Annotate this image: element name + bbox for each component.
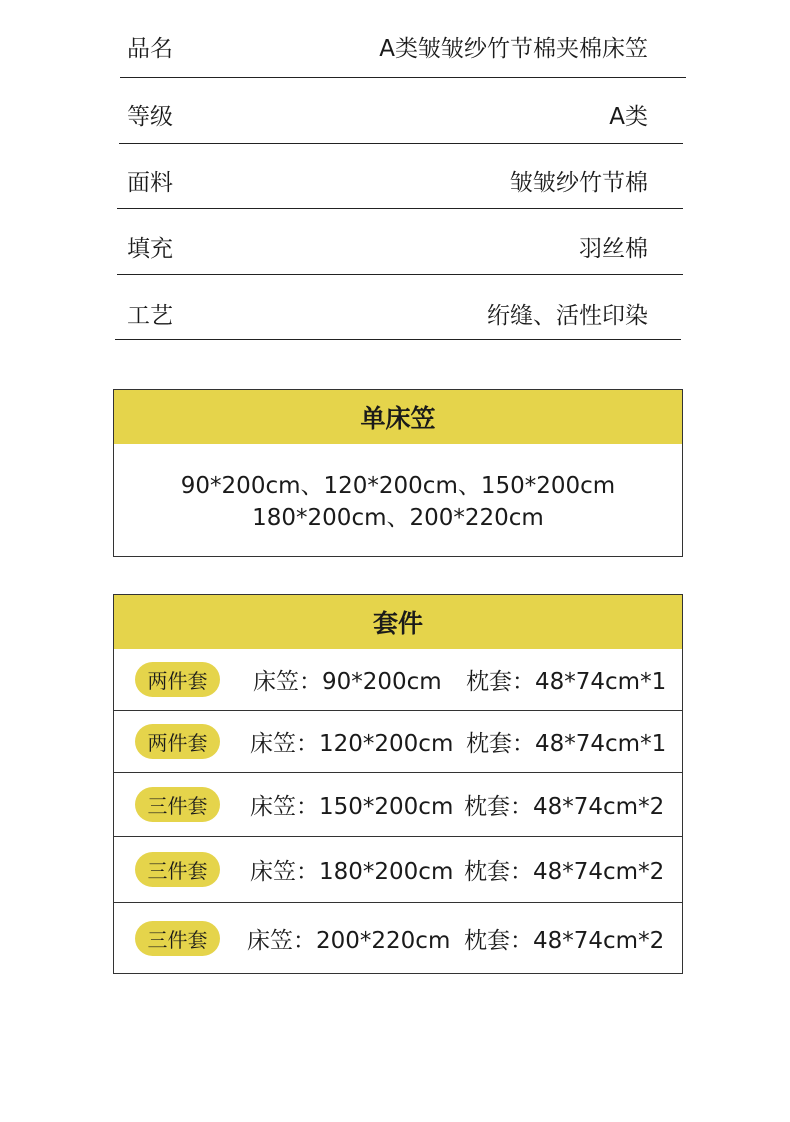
set-row [114,902,682,973]
spec-value: 皱皱纱竹节棉 [510,170,648,196]
set-title: 套件 [114,595,682,649]
spec-value: A类皱皱纱竹节棉夹棉床笠 [379,36,648,62]
single-sheet-box [113,389,683,557]
spec-row-filling [0,238,790,275]
spec-row-name [0,38,790,78]
set-row [114,772,682,836]
set-row [114,649,682,710]
divider [117,208,683,209]
pillow-size: 枕套：48*74cm*2 [464,859,665,885]
pillow-size: 枕套：48*74cm*2 [464,794,665,820]
sheet-size: 床笠：200*220cm [247,927,451,954]
set-box [113,594,683,974]
set-badge: 两件套 [135,724,220,759]
spec-row-grade [0,106,790,144]
spec-row-craft [0,305,790,341]
spec-row-fabric [0,172,790,209]
set-row [114,710,682,772]
divider [115,339,681,340]
divider [120,77,686,78]
spec-label: 等级 [127,104,173,130]
sheet-size: 床笠：150*200cm [250,794,454,820]
set-badge: 三件套 [135,787,220,822]
set-badge: 三件套 [135,921,220,956]
spec-label: 工艺 [127,303,173,329]
spec-label: 面料 [127,170,173,196]
size-line: 90*200cm、120*200cm、150*200cm [180,473,616,499]
spec-value: A类 [609,104,648,130]
size-list [114,444,682,534]
pillow-size: 枕套：48*74cm*1 [466,731,667,757]
set-row [114,836,682,902]
sheet-size: 床笠：180*200cm [250,859,454,885]
spec-value: 羽丝棉 [579,236,648,262]
set-badge: 两件套 [135,662,220,697]
single-sheet-title: 单床笠 [114,390,682,444]
divider [117,274,683,275]
size-line: 180*200cm、200*220cm [252,505,544,531]
pillow-size: 枕套：48*74cm*2 [464,927,665,954]
sheet-size: 床笠：120*200cm [250,731,454,757]
spec-label: 填充 [127,236,173,262]
spec-label: 品名 [127,36,173,62]
set-badge: 三件套 [135,852,220,887]
spec-value: 绗缝、活性印染 [487,303,648,329]
divider [119,143,683,144]
pillow-size: 枕套：48*74cm*1 [466,669,667,695]
sheet-size: 床笠：90*200cm [253,669,442,695]
